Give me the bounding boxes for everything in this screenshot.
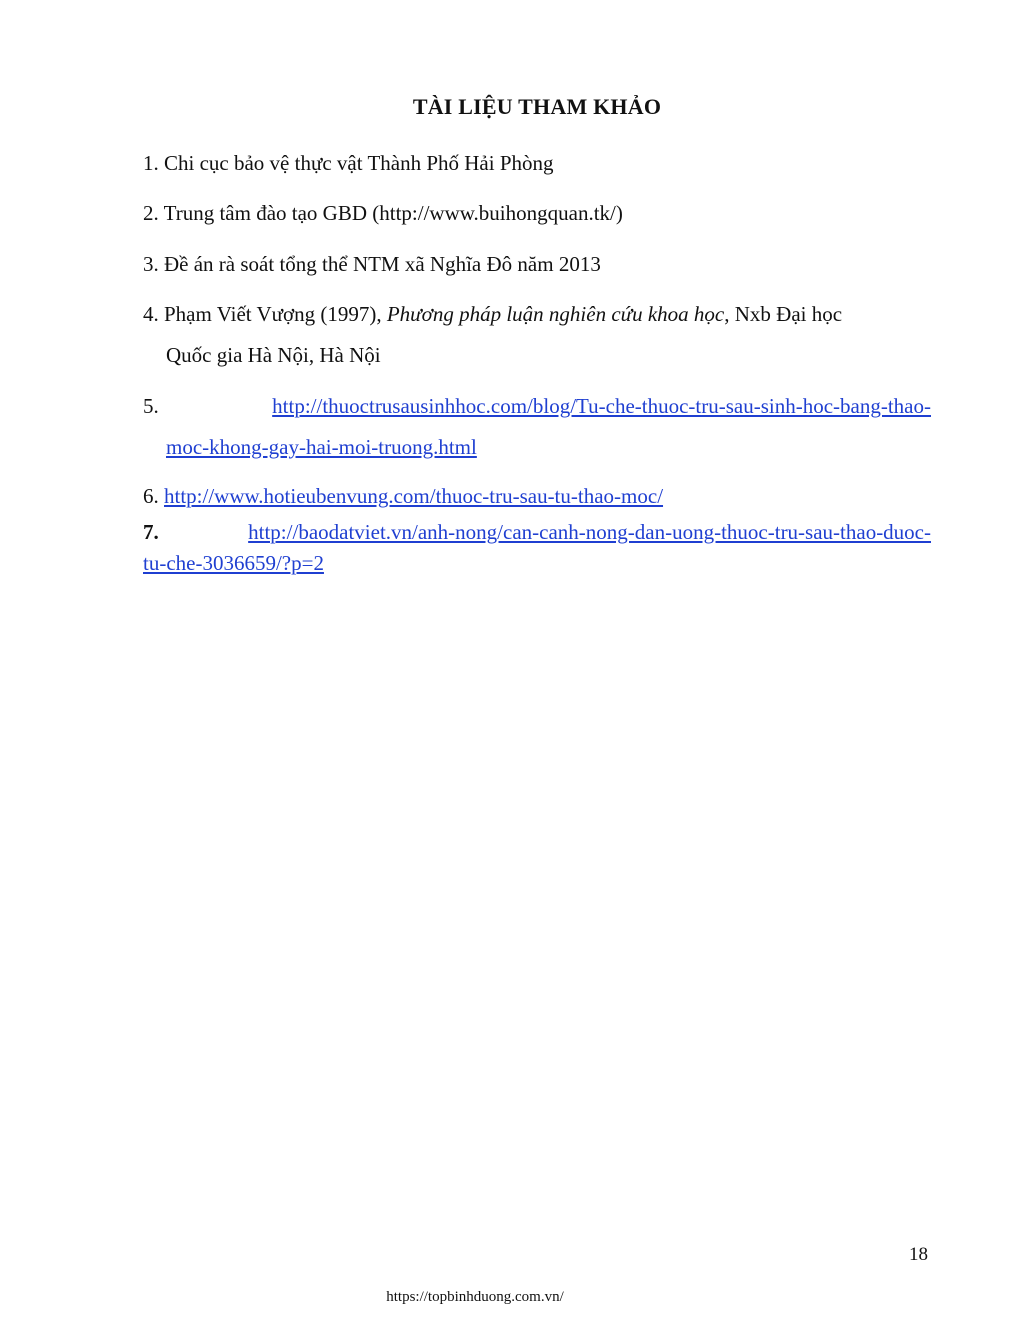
reference-book-title: Phương pháp luận nghiên cứu khoa học (386, 302, 725, 326)
reference-item-4 (143, 300, 931, 369)
reference-item-6 (143, 482, 931, 510)
reference-number: 3. (143, 252, 159, 276)
reference-text: Chi cục bảo vệ thực vật Thành Phố Hải Phòng (164, 151, 554, 175)
reference-item-3 (143, 250, 931, 278)
footer-url: https://topbinhduong.com.vn/ (386, 1289, 564, 1305)
reference-number: 4. (143, 302, 159, 326)
reference-number: 6. (143, 484, 159, 508)
reference-text: Đề án rà soát tổng thể NTM xã Nghĩa Đô năm 2013 (164, 252, 601, 276)
reference-link[interactable]: http://baodatviet.vn/anh-nong/can-canh-nong-dan-uong-thuoc-tru-sau-thao-duoc- (248, 520, 931, 544)
reference-item-1 (143, 149, 931, 177)
page-title: TÀI LIỆU THAM KHẢO (412, 94, 662, 119)
reference-link-continued[interactable]: moc-khong-gay-hai-moi-truong.html (166, 435, 477, 459)
reference-link-continued[interactable]: tu-che-3036659/?p=2 (143, 551, 324, 575)
reference-publisher-continued: Quốc gia Hà Nội, Hà Nội (166, 343, 381, 367)
reference-number: 2. (143, 201, 159, 225)
reference-text: Trung tâm đào tạo GBD (http://www.buihongquan.tk/) (163, 201, 623, 225)
reference-link[interactable]: http://thuoctrusausinhhoc.com/blog/Tu-che-thuoc-tru-sau-sinh-hoc-bang-thao- (272, 394, 931, 418)
reference-item-7 (143, 518, 931, 577)
reference-number: 5. (143, 394, 159, 418)
reference-publisher: , Nxb Đại học (724, 302, 843, 326)
reference-link[interactable]: http://www.hotieubenvung.com/thuoc-tru-sau-tu-thao-moc/ (164, 484, 664, 508)
reference-author: Phạm Viết Vượng (1997), (164, 302, 382, 326)
reference-item-2 (143, 199, 931, 227)
reference-number: 1. (143, 151, 159, 175)
reference-item-5 (143, 392, 931, 461)
reference-number: 7. (143, 520, 159, 544)
page-number: 18 (909, 1244, 928, 1265)
